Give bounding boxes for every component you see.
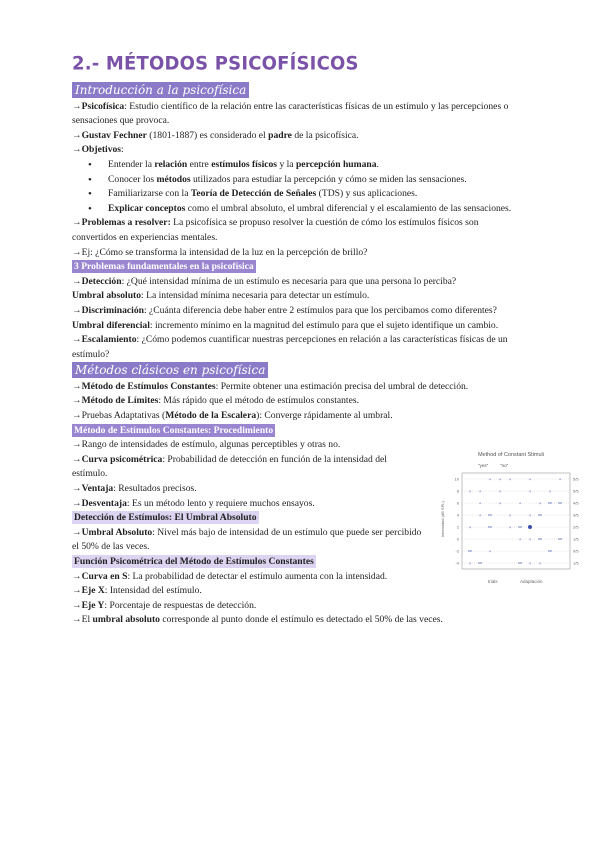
page-title: 2.- MÉTODOS PSICOFÍSICOS xyxy=(72,52,359,75)
yes-mark: + xyxy=(498,502,502,507)
problemas-discriminacion: →Discriminación: ¿Cuánta diferencia debe haber entre 2 estímulos para que los percibamos como diferentes? Umbral diferencial: incremento mínimo en la magnitud del estímulo para que el sujeto identifique un cambio. xyxy=(72,304,499,331)
figure-xlabel-left: trials xyxy=(488,579,498,584)
arrow-icon: → xyxy=(72,334,82,346)
arrow-icon: → xyxy=(72,304,82,316)
section-heading-intro: Introducción a la psicofísica xyxy=(72,82,524,100)
figure-legend-no: "no" xyxy=(500,463,509,468)
section-heading-procedimiento: Método de Estímulos Constantes: Procedimiento xyxy=(74,424,274,436)
y-tick-label: 0 xyxy=(456,536,459,542)
section-heading-clasicos: Métodos clásicos en psicofísica xyxy=(72,362,524,380)
yes-mark: + xyxy=(528,514,532,519)
ratio-tick-label: 1/5 xyxy=(573,536,579,542)
figure-title: Method of Constant Stimuli xyxy=(477,452,545,458)
threshold-dot xyxy=(528,525,532,529)
constant-stimuli-figure xyxy=(436,447,586,592)
yes-mark: + xyxy=(478,490,482,495)
intro-objetivos: →Objetivos: xyxy=(72,144,124,156)
section-heading-problemas: 3 Problemas fundamentales en la psicofísica xyxy=(74,261,254,273)
yes-mark: + xyxy=(478,502,482,507)
yes-mark: + xyxy=(508,478,512,483)
y-tick-label: 8 xyxy=(456,488,459,494)
arrow-icon: → xyxy=(72,395,82,407)
funcion-eje-y: →Eje Y: Porcentaje de respuestas de detección. xyxy=(72,599,257,611)
yes-mark: + xyxy=(538,502,542,507)
arrow-icon: → xyxy=(72,217,82,229)
yes-mark: + xyxy=(558,478,562,483)
arrow-icon: → xyxy=(72,129,82,141)
yes-mark: + xyxy=(488,478,492,483)
arrow-icon: → xyxy=(72,380,82,392)
section-heading-funcion: Función Psicométrica del Método de Estímulos Constantes xyxy=(74,556,314,567)
problemas-deteccion: →Detección: ¿Qué intensidad mínima de un estímulo es necesaria para que una persona lo perciba? xyxy=(72,275,457,287)
intro-psicofisica: →Psicofísica: Estudio científico de la relación entre las características físicas de un estímulo y las percepciones o sensaciones que provoca. xyxy=(72,100,509,127)
intro-ejemplo: →Ej: ¿Cómo se transforma la intensidad de la luz en la percepción de brillo? xyxy=(72,246,368,258)
y-tick-label: 10 xyxy=(454,476,459,482)
ratio-tick-label: 5/5 xyxy=(573,476,579,482)
yes-mark: + xyxy=(538,562,542,567)
yes-mark: + xyxy=(518,502,522,507)
arrow-icon: → xyxy=(72,100,82,112)
yes-mark: + xyxy=(528,490,532,495)
arrow-icon: → xyxy=(72,410,82,422)
figure-xlabel-right: Adaptación xyxy=(520,579,543,584)
arrow-icon: → xyxy=(72,483,82,495)
yes-mark: + xyxy=(518,538,522,543)
yes-mark: + xyxy=(498,490,502,495)
clasicos-constantes: →Método de Estímulos Constantes: Permite obtener una estimación precisa del umbral de detección. xyxy=(72,380,469,392)
yes-mark: + xyxy=(488,550,492,555)
clasicos-escalera: →Pruebas Adaptativas (Método de la Escalera): Converge rápidamente al umbral. xyxy=(72,410,393,422)
y-tick-label: -4 xyxy=(455,560,459,566)
arrow-icon: → xyxy=(72,275,82,287)
arrow-icon: → xyxy=(72,453,82,465)
intro-problemas: →Problemas a resolver: La psicofísica se propuso resolver la cuestión de cómo los estímulos físicos son convertidos en experiencias mentales. xyxy=(72,217,479,243)
yes-mark: + xyxy=(468,526,472,531)
proc-rango: →Rango de intensidades de estímulo, algunas perceptibles y otras no. xyxy=(72,439,341,451)
proc-desventaja: →Desventaja: Es un método lento y requiere muchos ensayos. xyxy=(72,497,315,509)
list-item: • Conocer los métodos utilizados para estudiar la percepción y cómo se miden las sensaciones. xyxy=(108,173,524,188)
funcion-umbral: →El umbral absoluto corresponde al punto donde el estímulo es detectado el 50% de las veces. xyxy=(72,614,443,626)
arrow-icon: → xyxy=(72,144,82,156)
yes-mark: + xyxy=(528,562,532,567)
section-heading-absoluto: Detección de Estímulos: El Umbral Absoluto xyxy=(74,512,257,524)
yes-mark: + xyxy=(468,562,472,567)
procedimiento-block xyxy=(72,438,422,555)
ratio-tick-label: 5/5 xyxy=(573,488,579,494)
yes-mark: + xyxy=(508,526,512,531)
list-item: • Explicar conceptos como el umbral absoluto, el umbral diferencial y el escalamiento de las sensaciones. xyxy=(108,202,524,217)
yes-mark: + xyxy=(548,490,552,495)
y-tick-label: 4 xyxy=(456,512,459,518)
funcion-eje-x: →Eje X: Intensidad del estímulo. xyxy=(72,585,202,597)
list-item: • Familiarizarse con la Teoría de Detección de Señales (TDS) y sus aplicaciones. xyxy=(108,187,524,202)
ratio-tick-label: 2/5 xyxy=(573,524,579,530)
ratio-tick-label: 3/5 xyxy=(573,512,579,518)
arrow-icon: → xyxy=(72,439,82,451)
figure-legend-yes: "yes" xyxy=(478,463,489,468)
proc-curva: →Curva psicométrica: Probabilidad de detección en función de la intensidad del estímulo. xyxy=(72,453,387,480)
yes-mark: + xyxy=(478,514,482,519)
clasicos-limites: →Método de Límites: Más rápido que el método de estímulos constantes. xyxy=(72,395,359,407)
intro-fechner: →Gustav Fechner (1801-1887) es considerado el padre de la psicofísica. xyxy=(72,129,359,141)
figure-background xyxy=(436,447,586,592)
yes-mark: + xyxy=(528,538,532,543)
yes-mark: + xyxy=(468,490,472,495)
proc-ventaja: →Ventaja: Resultados precisos. xyxy=(72,483,197,495)
arrow-icon: → xyxy=(72,585,82,597)
objetivos-list xyxy=(72,158,524,216)
problemas-umbral: Umbral absoluto: La intensidad mínima necesaria para detectar un estímulo. xyxy=(72,290,370,302)
yes-mark: + xyxy=(528,478,532,483)
ratio-tick-label: 1/5 xyxy=(573,560,579,566)
y-tick-label: 6 xyxy=(456,500,459,506)
arrow-icon: → xyxy=(72,526,82,538)
arrow-icon: → xyxy=(72,570,82,582)
ratio-tick-label: 4/5 xyxy=(573,500,579,506)
y-tick-label: -2 xyxy=(455,548,459,554)
arrow-icon: → xyxy=(72,497,82,509)
arrow-icon: → xyxy=(72,599,82,611)
y-tick-label: 2 xyxy=(456,524,459,530)
problemas-escalamiento: →Escalamiento: ¿Cómo podemos cuantificar nuestras percepciones en relación a las características físicas de un estímulo? xyxy=(72,334,508,360)
absoluto-umbral: →Umbral Absoluto: Nivel más bajo de intensidad de un estímulo que puede ser percibido el 50% de las veces. xyxy=(72,526,422,553)
yes-mark: + xyxy=(498,478,502,483)
arrow-icon: → xyxy=(72,246,82,258)
ratio-tick-label: 0/5 xyxy=(573,548,579,554)
list-item: • Entender la relación entre estímulos físicos y la percepción humana. xyxy=(108,158,524,173)
yes-mark: + xyxy=(508,514,512,519)
funcion-curva: →Curva en S: La probabilidad de detectar el estímulo aumenta con la intensidad. xyxy=(72,570,388,582)
arrow-icon: → xyxy=(72,614,82,626)
figure-ylabel: Intensidad (dB SPL) xyxy=(440,501,445,537)
